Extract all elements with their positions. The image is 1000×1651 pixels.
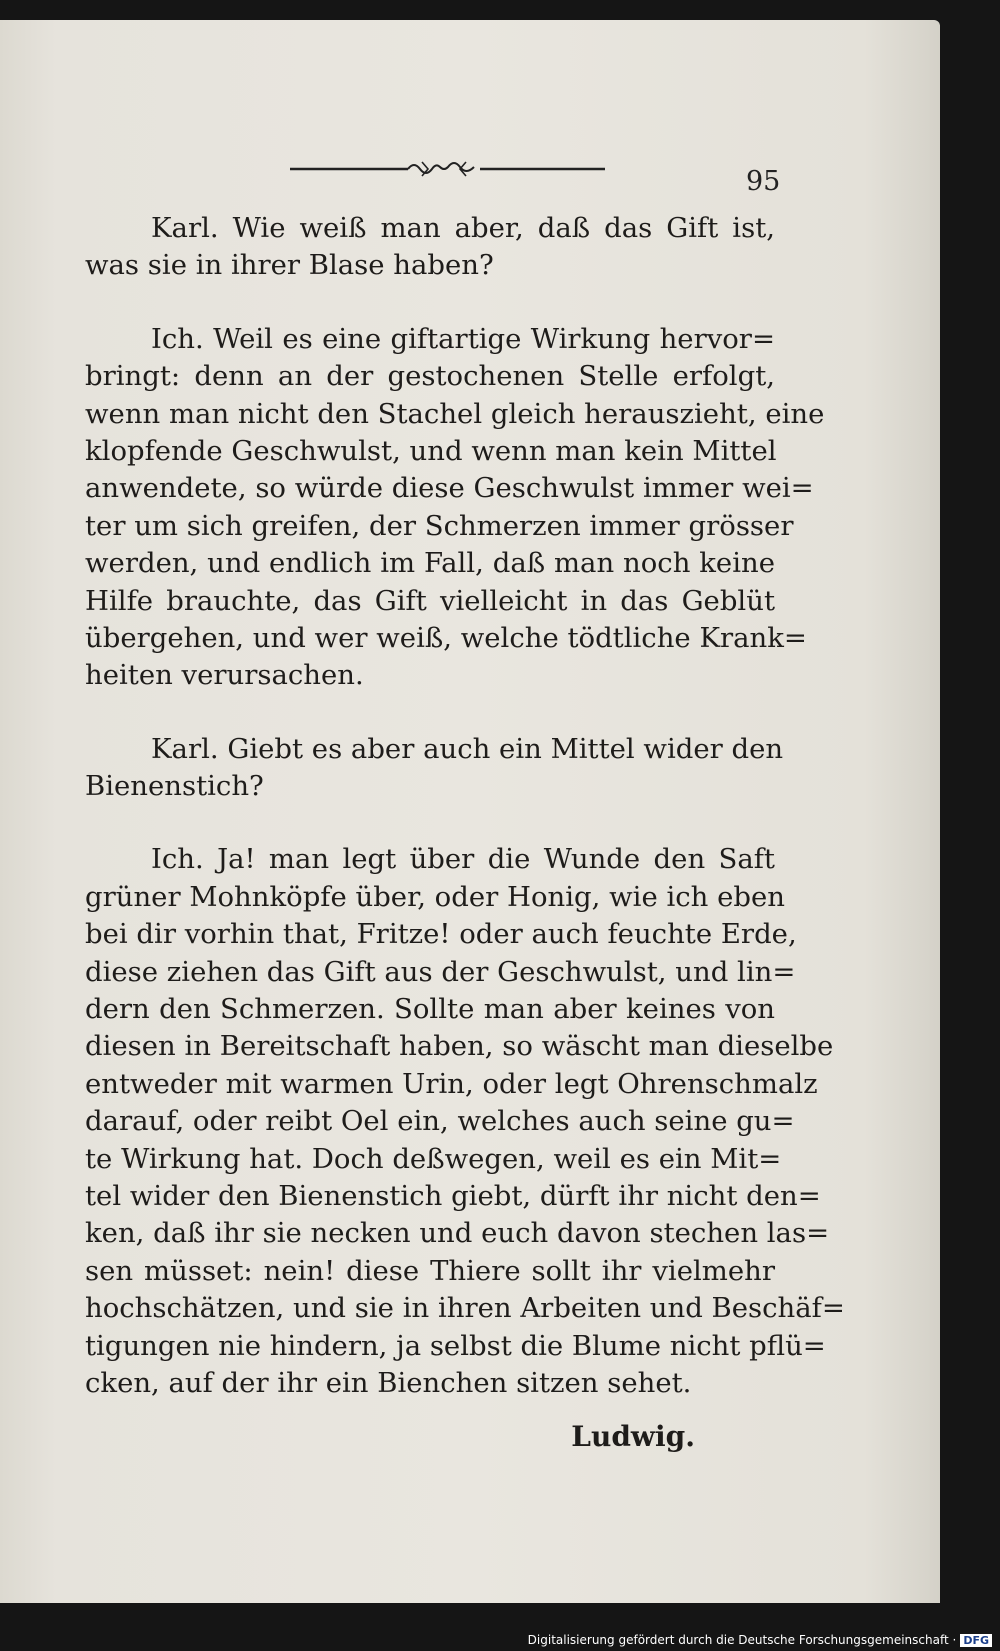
- paragraph: [85, 731, 784, 806]
- text-line: entweder mit warmen Urin, oder legt Ohrenschmalz: [85, 1067, 818, 1100]
- text-line: Karl. Wie weiß man aber, daß das Gift ist,: [151, 212, 775, 244]
- credit-text: Digitalisierung gefördert durch die Deutsche Forschungsgemeinschaft ·: [527, 1633, 957, 1647]
- text-line: Ich. Ja! man legt über die Wunde den Saft: [151, 843, 775, 876]
- text-line: Hilfe brauchte, das Gift vielleicht in das Geblüt: [85, 584, 775, 617]
- text-line: was sie in ihrer Blase haben?: [85, 249, 494, 282]
- text-line: Bienenstich?: [85, 770, 264, 803]
- text-line: übergehen, und wer weiß, welche tödtliche Krank=: [85, 621, 807, 654]
- text-line: sen müsset: nein! diese Thiere sollt ihr vielmehr: [85, 1254, 775, 1287]
- text-line: dern den Schmerzen. Sollte man aber keines von: [85, 993, 775, 1026]
- book-page: [0, 20, 940, 1603]
- paragraph: [85, 321, 825, 695]
- paragraph: [85, 841, 845, 1402]
- text-line: diesen in Bereitschaft haben, so wäscht man dieselbe: [85, 1030, 834, 1063]
- paragraph: [85, 210, 775, 285]
- text-line: tigungen nie hindern, ja selbst die Blume nicht pflü=: [85, 1329, 826, 1362]
- text-line: bringt: denn an der gestochenen Stelle erfolgt,: [85, 360, 775, 393]
- signature: Ludwig.: [571, 1420, 695, 1454]
- text-line: grüner Mohnköpfe über, oder Honig, wie ich eben: [85, 880, 786, 913]
- text-line: wenn man nicht den Stachel gleich herauszieht, eine: [85, 397, 825, 430]
- text-line: bei dir vorhin that, Fritze! oder auch feuchte Erde,: [85, 918, 797, 951]
- text-line: te Wirkung hat. Doch deßwegen, weil es ein Mit=: [85, 1142, 782, 1175]
- dfg-logo: DFG: [960, 1634, 992, 1647]
- digitization-credit: [528, 1633, 992, 1647]
- text-line: werden, und endlich im Fall, daß man noch keine: [85, 547, 775, 580]
- text-line: diese ziehen das Gift aus der Geschwulst, und lin=: [85, 955, 796, 988]
- text-line: cken, auf der ihr ein Bienchen sitzen sehet.: [85, 1366, 692, 1399]
- text-line: Karl. Giebt es aber auch ein Mittel wider den: [151, 732, 784, 765]
- text-line: tel wider den Bienenstich giebt, dürft ihr nicht den=: [85, 1179, 821, 1212]
- text-line: hochschätzen, und sie in ihren Arbeiten und Beschäf=: [85, 1292, 845, 1325]
- body-text: [85, 210, 845, 1457]
- text-line: ken, daß ihr sie necken und euch davon stechen las=: [85, 1217, 830, 1250]
- text-line: ter um sich greifen, der Schmerzen immer grösser: [85, 509, 794, 542]
- text-line: heiten verursachen.: [85, 659, 364, 692]
- text-line: Ich. Weil es eine giftartige Wirkung hervor=: [151, 322, 775, 355]
- text-line: anwendete, so würde diese Geschwulst immer wei=: [85, 472, 814, 505]
- text-line: darauf, oder reibt Oel ein, welches auch seine gu=: [85, 1105, 795, 1138]
- ornamental-rule: [290, 158, 605, 180]
- text-line: klopfende Geschwulst, und wenn man kein Mittel: [85, 434, 777, 467]
- page-number: 95: [746, 166, 781, 197]
